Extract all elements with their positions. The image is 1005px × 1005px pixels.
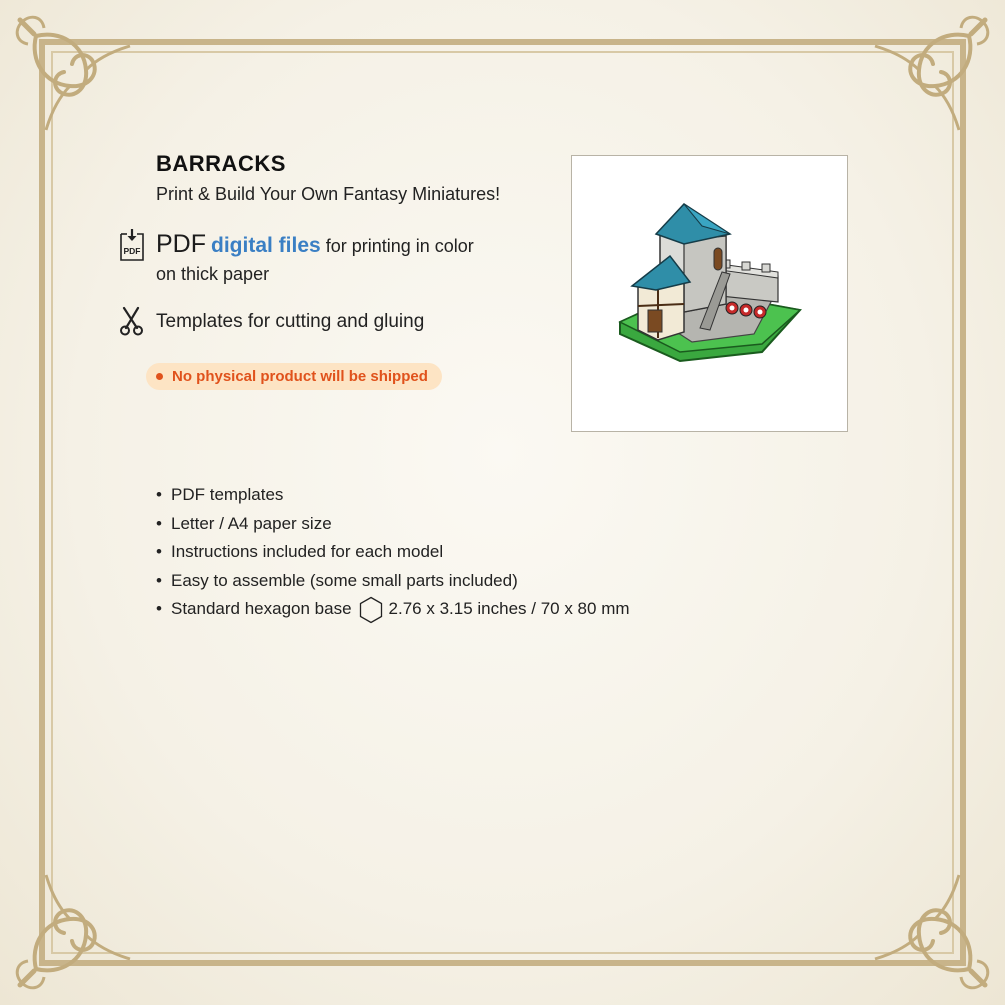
features-list bbox=[156, 481, 630, 624]
list-item: • Letter / A4 paper size bbox=[156, 513, 332, 533]
pdf-label: PDF bbox=[156, 230, 206, 258]
list-item: • PDF templates bbox=[156, 485, 284, 504]
list-item: • Easy to assemble (some small parts included) bbox=[156, 570, 518, 590]
notice-dot-icon bbox=[156, 373, 163, 380]
list-item: • Standard hexagon base 2.76 x 3.15 inches / 70 x 80 mm bbox=[156, 595, 630, 624]
pdf-info-line bbox=[156, 230, 474, 259]
digital-files-label: digital files bbox=[211, 234, 321, 257]
pdf-info-rest: for printing in color bbox=[325, 236, 474, 256]
templates-label: Templates for cutting and gluing bbox=[156, 311, 425, 332]
pdf-info-line2: on thick paper bbox=[156, 264, 270, 284]
product-title: BARRACKS bbox=[156, 151, 286, 176]
notice-label: No physical product will be shipped bbox=[172, 368, 428, 385]
scissors-icon bbox=[118, 306, 146, 336]
list-item: • Instructions included for each model bbox=[156, 542, 444, 562]
barracks-model-illustration bbox=[572, 156, 847, 431]
product-subtitle: Print & Build Your Own Fantasy Miniatures! bbox=[156, 184, 501, 204]
hexagon-icon bbox=[359, 596, 383, 624]
no-physical-product-badge bbox=[146, 363, 442, 390]
pdf-icon-label: PDF bbox=[123, 246, 141, 256]
product-image bbox=[571, 155, 848, 432]
pdf-download-icon bbox=[118, 228, 146, 262]
